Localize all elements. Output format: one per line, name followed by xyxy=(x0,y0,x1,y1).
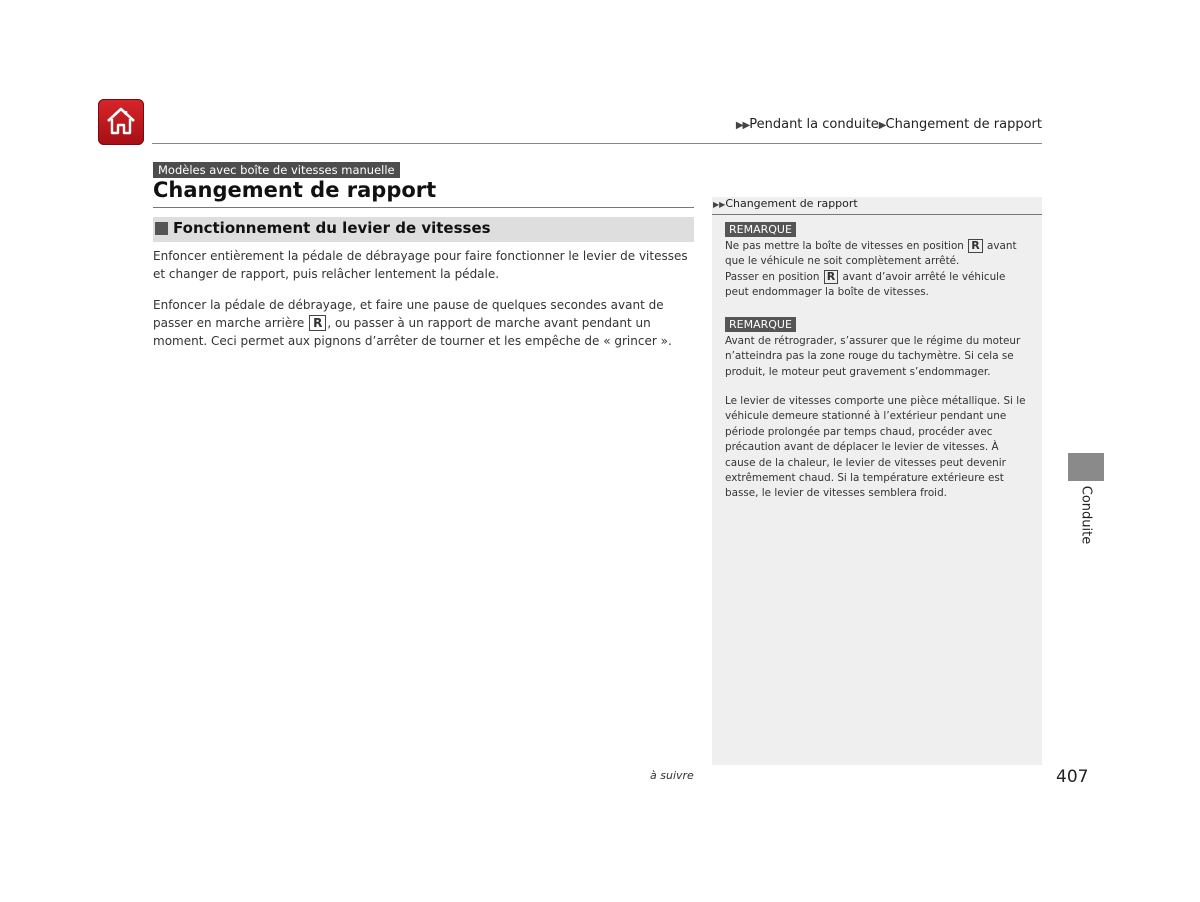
chapter-tab[interactable] xyxy=(1068,453,1104,481)
note-text-part: avant d’avoir arrêté le véhicule peut endommager la boîte de vitesses. xyxy=(725,270,1006,299)
side-paragraph: Le levier de vitesses comporte une pièce métallique. Si le véhicule demeure stationné à l’extérieur pendant une période prolongée par temps chaud, procéder avec précaution avant de déplacer le levier de vitesses. À cause de la chaleur, le levier de vitesses peut devenir extrêmement chaud. Si la température extérieure est basse, le levier de vitesses semblera froid. xyxy=(725,395,1026,500)
body-text: Enfoncer la pédale de débrayage, et faire une pause de quelques secondes avant de passer en marche arrière xyxy=(153,298,664,330)
side-heading-text: Changement de rapport xyxy=(725,197,858,210)
breadcrumb-item[interactable]: Changement de rapport xyxy=(885,117,1042,132)
section-title: Fonctionnement du levier de vitesses xyxy=(173,219,491,237)
body-paragraph xyxy=(153,296,698,350)
side-panel-heading xyxy=(712,197,1042,215)
body-text: , ou passer à un rapport de marche avant pendant un moment. Ceci permet aux pignons d’arrêter de tourner et les empêche de « grincer ». xyxy=(153,316,672,348)
section-square-icon xyxy=(155,222,168,235)
note-text: Avant de rétrograder, s’assurer que le régime du moteur n’atteindra pas la zone rouge du tachymètre. Si cela se produit, le moteur peut gravement s’endommager. xyxy=(725,335,1021,378)
body-paragraph: Enfoncer entièrement la pédale de débrayage pour faire fonctionner le levier de vitesses et changer de rapport, puis relâcher lentement la pédale. xyxy=(153,249,688,281)
note-text-part: Passer en position xyxy=(725,270,820,283)
breadcrumb-item[interactable]: Pendant la conduite xyxy=(749,117,879,132)
page-title: Changement de rapport xyxy=(153,178,437,202)
home-button[interactable] xyxy=(98,99,144,145)
note-label: REMARQUE xyxy=(725,222,796,237)
home-icon xyxy=(104,104,138,138)
chapter-tab-label: Conduite xyxy=(1078,485,1094,545)
section-header xyxy=(153,217,694,242)
note-label: REMARQUE xyxy=(725,317,796,332)
continue-note: à suivre xyxy=(650,769,694,782)
title-divider xyxy=(153,207,694,208)
gear-key-r: R xyxy=(968,239,982,253)
breadcrumb-arrow-icon: ▶▶ xyxy=(735,120,750,131)
note-text-part: avant que le véhicule ne soit complètement arrêté. xyxy=(725,240,1017,268)
page-number: 407 xyxy=(1056,767,1089,787)
breadcrumb xyxy=(736,117,1042,132)
header-divider xyxy=(152,143,1042,144)
gear-key-r: R xyxy=(309,315,326,331)
gear-key-r: R xyxy=(824,270,838,284)
note-text-part: Ne pas mettre la boîte de vitesses en position xyxy=(725,240,964,252)
reference-arrow-icon: ▶▶ xyxy=(713,200,726,209)
model-tag: Modèles avec boîte de vitesses manuelle xyxy=(153,162,400,178)
breadcrumb-arrow-icon: ▶ xyxy=(878,120,886,131)
note-text xyxy=(725,239,1030,301)
